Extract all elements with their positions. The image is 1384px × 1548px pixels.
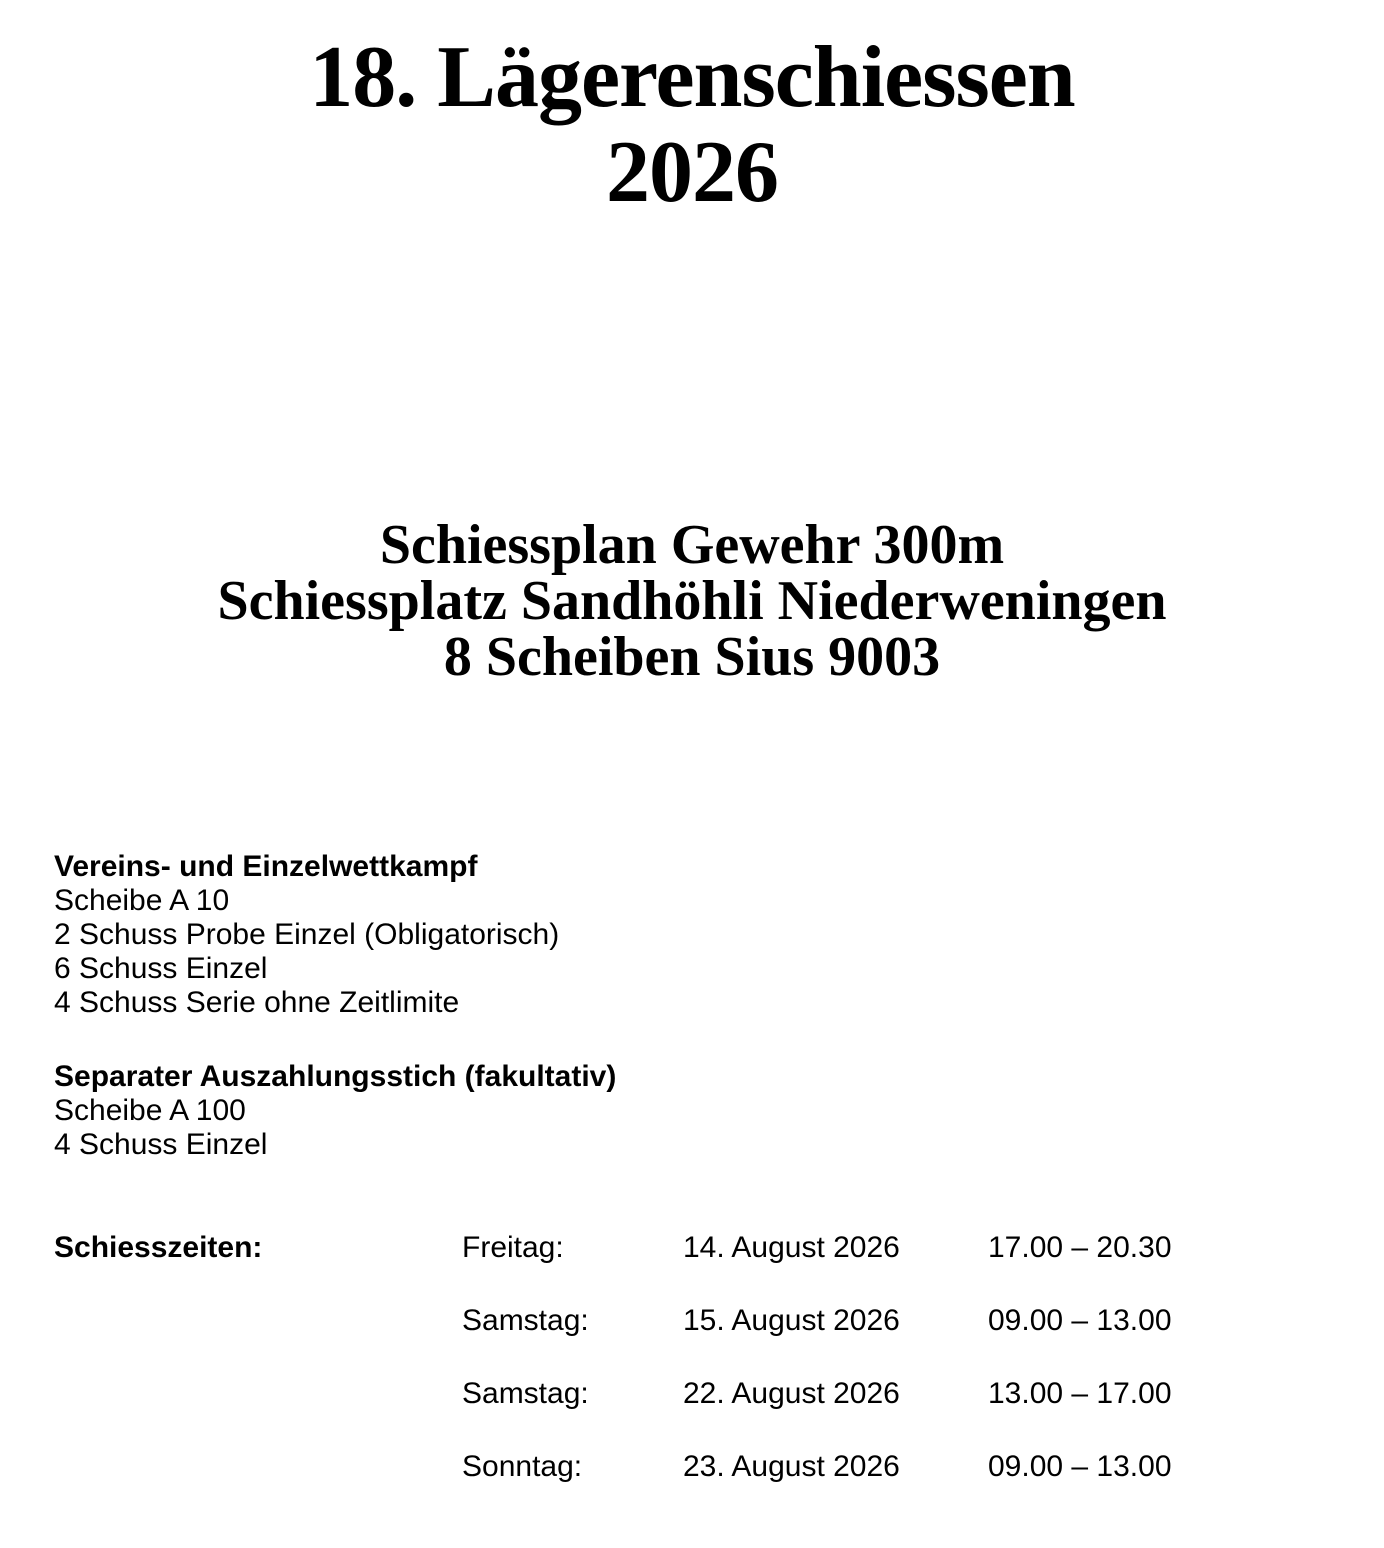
schedule-label-spacer	[54, 1377, 462, 1411]
schedule-day: Sonntag:	[462, 1450, 583, 1483]
section-line: 4 Schuss Serie ohne Zeitlimite	[54, 986, 460, 1019]
schedule-row	[54, 1231, 1384, 1265]
schedule-table	[54, 1231, 1384, 1484]
schedule-date: 14. August 2026	[683, 1231, 900, 1264]
schedule-date: 23. August 2026	[683, 1450, 900, 1483]
schedule-day: Freitag:	[462, 1231, 564, 1264]
section-line: Scheibe A 100	[54, 1094, 246, 1127]
section-auszahlungsstich	[54, 1060, 1330, 1162]
schedule-label-spacer	[54, 1450, 462, 1484]
section-vereins-einzelwettkampf	[54, 850, 1330, 1020]
document-title-line1: 18. Lägerenschiessen	[309, 29, 1075, 126]
document-subtitle	[0, 514, 1384, 688]
subtitle-line-location: Schiessplatz Sandhöhli Niederweningen	[217, 570, 1167, 632]
document-title	[0, 30, 1384, 220]
schedule-time: 17.00 – 20.30	[988, 1231, 1172, 1264]
schedule-date: 22. August 2026	[683, 1377, 900, 1410]
schedule-label-spacer	[54, 1304, 462, 1338]
schedule-date: 15. August 2026	[683, 1304, 900, 1337]
schedule-row	[54, 1304, 1384, 1338]
schedule-day: Samstag:	[462, 1304, 589, 1337]
section-line: Scheibe A 10	[54, 884, 230, 917]
section-line: 2 Schuss Probe Einzel (Obligatorisch)	[54, 918, 560, 951]
schedule-time: 13.00 – 17.00	[988, 1377, 1172, 1410]
document-title-line2: 2026	[606, 124, 778, 221]
schedule-row	[54, 1450, 1384, 1484]
section-line: 6 Schuss Einzel	[54, 952, 268, 985]
subtitle-line-plan: Schiessplan Gewehr 300m	[379, 514, 1005, 576]
schedule-time: 09.00 – 13.00	[988, 1450, 1172, 1483]
section-line: 4 Schuss Einzel	[54, 1128, 268, 1161]
schedule-time: 09.00 – 13.00	[988, 1304, 1172, 1337]
schedule-day: Samstag:	[462, 1377, 589, 1410]
schedule-label: Schiesszeiten:	[54, 1231, 263, 1264]
section-heading: Separater Auszahlungsstich (fakultativ)	[54, 1060, 617, 1093]
schedule-row	[54, 1377, 1384, 1411]
section-heading: Vereins- und Einzelwettkampf	[54, 850, 478, 883]
subtitle-line-targets: 8 Scheiben Sius 9003	[443, 626, 941, 688]
